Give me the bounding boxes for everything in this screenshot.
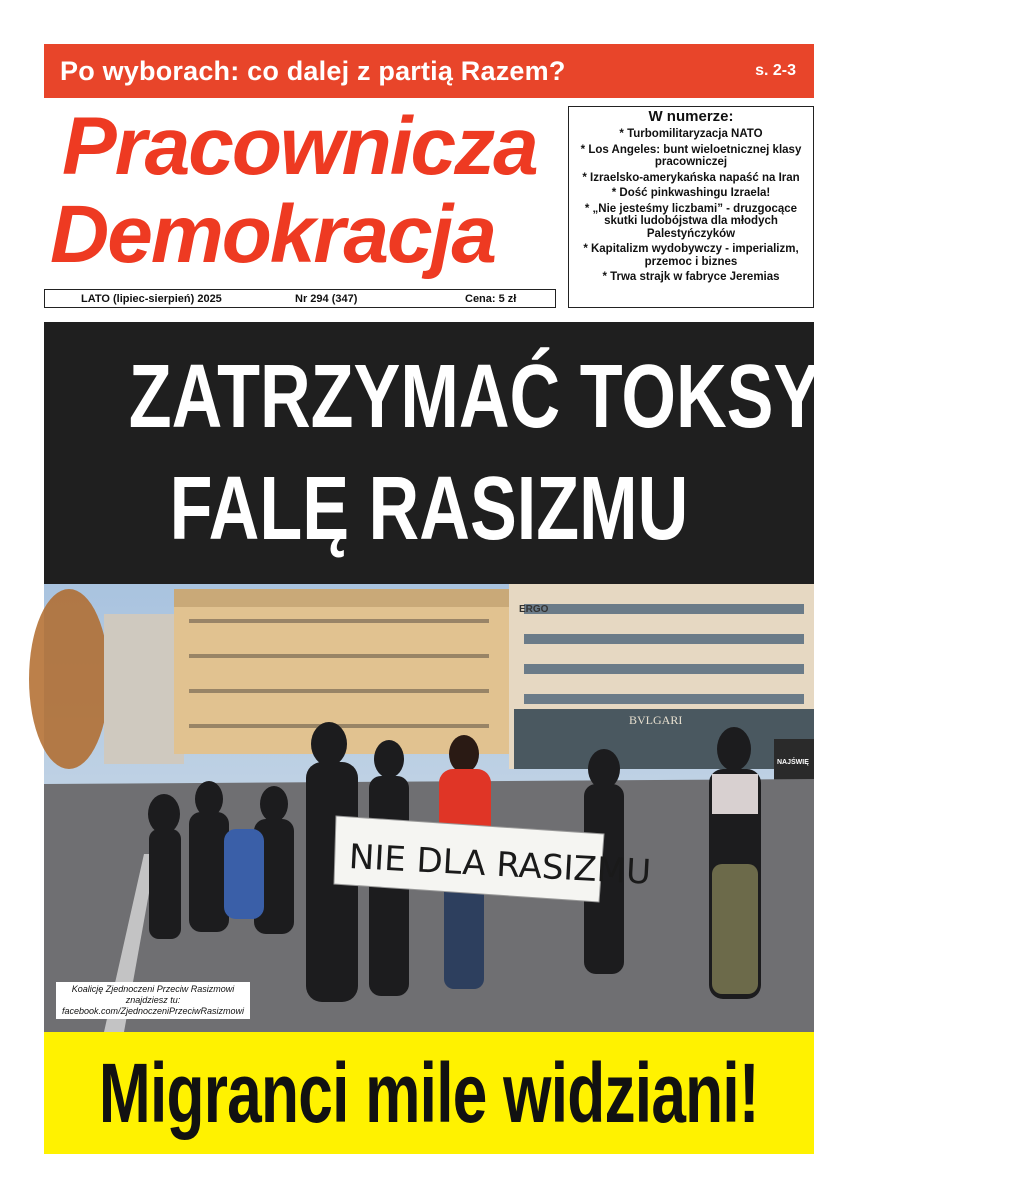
top-banner-pages: s. 2-3 [755, 62, 796, 79]
top-banner-headline: Po wyborach: co dalej z partią Razem? [60, 55, 566, 86]
contents-item[interactable]: * Dość pinkwashingu Izraela! [611, 187, 771, 199]
issue-price: Cena: 5 zł [465, 292, 517, 305]
bvlgari-sign: BVLGARI [629, 713, 683, 727]
contents-item[interactable]: * Trwa strajk w fabryce Jeremias [602, 271, 780, 283]
issue-number: Nr 294 (347) [295, 292, 358, 305]
contents-box [568, 106, 814, 308]
protest-banner-text: NIE DLA RASIZMU [347, 837, 652, 893]
protest-photo-illustration [44, 584, 814, 1032]
main-headline-line2: FALĘ RASIZMU [169, 459, 689, 559]
issue-season: LATO (lipiec-sierpień) 2025 [81, 292, 222, 305]
masthead-title-line2: Demokracja [50, 189, 495, 280]
masthead [44, 100, 564, 286]
contents-item[interactable]: * Los Angeles: bunt wieloetnicznej klasy pracowniczej [580, 143, 802, 168]
slogan-text: Migranci mile widziani! [99, 1045, 759, 1140]
protest-photo [44, 584, 814, 1032]
contents-item[interactable]: * Turbomilitaryzacja NATO [619, 128, 763, 140]
top-banner[interactable] [44, 44, 814, 98]
side-sign: NAJŚWIĘ [777, 759, 809, 766]
caption-line2: znajdziesz tu: [125, 995, 181, 1005]
contents-item[interactable]: * „Nie jesteśmy liczbami” - druzgocące skutki ludobójstwa dla młodych Palestyńczyków [584, 202, 798, 240]
caption-link[interactable]: facebook.com/ZjednoczeniPrzeciwRasizmowi [61, 1006, 245, 1016]
main-headline-block [44, 322, 1015, 584]
main-headline-line1: ZATRZYMAĆ TOKSYCZNĄ [128, 347, 1015, 447]
contents-item[interactable]: * Kapitalizm wydobywczy - imperializm, przemoc i biznes [583, 243, 799, 268]
caption-line1: Koalicję Zjednoczeni Przeciw Rasizmowi [71, 984, 235, 994]
coalition-caption [56, 982, 250, 1019]
contents-title: W numerze: [648, 108, 734, 125]
masthead-title-line1: Pracownicza [62, 101, 537, 192]
ergo-sign: ERGO [519, 604, 549, 615]
contents-item[interactable]: * Izraelsko-amerykańska napaść na Iran [582, 171, 800, 184]
slogan-block [44, 1032, 814, 1154]
issue-info-bar [44, 289, 556, 308]
